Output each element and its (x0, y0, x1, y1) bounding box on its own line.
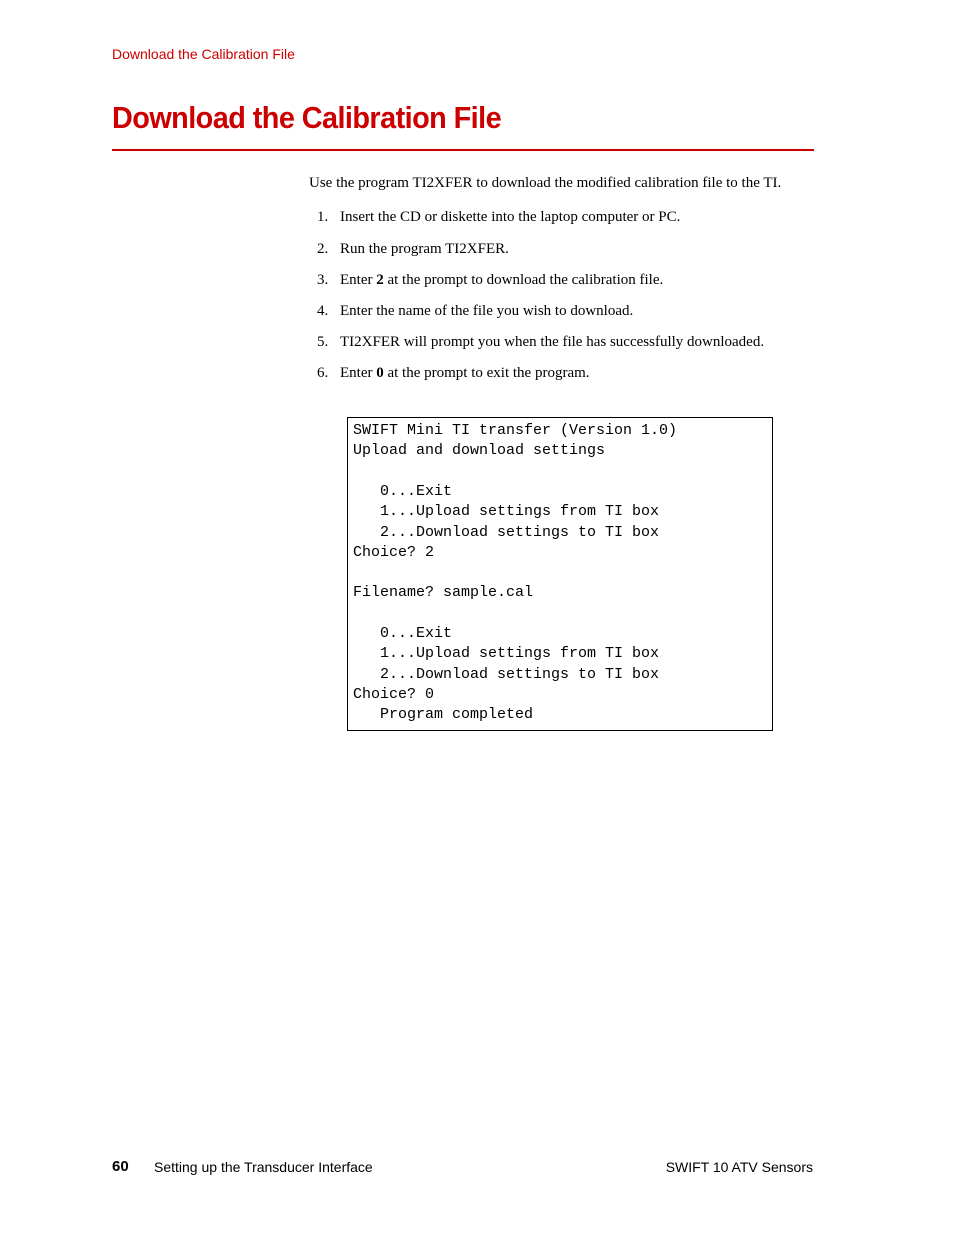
title-rule (112, 149, 814, 151)
terminal-line: 1...Upload settings from TI box (353, 503, 660, 521)
terminal-line: 1...Upload settings from TI box (353, 645, 660, 663)
step-number: 3. (317, 272, 329, 288)
terminal-line: Choice? 0 (353, 685, 435, 703)
running-header: Download the Calibration File (112, 46, 295, 62)
terminal-output-box (347, 417, 773, 731)
step-text (340, 334, 764, 351)
terminal-line: Filename? sample.cal (353, 584, 534, 602)
terminal-line: Program completed (353, 706, 534, 724)
terminal-line: 0...Exit (353, 482, 453, 500)
step-text-pre: Insert the CD or diskette into the laptop computer or PC. (340, 209, 681, 225)
step-number: 6. (317, 365, 329, 381)
intro-paragraph: Use the program TI2XFER to download the modified calibration file to the TI. (309, 175, 782, 191)
step-text-pre: TI2XFER will prompt you when the file has successfully downloaded. (340, 334, 765, 350)
terminal-line: Upload and download settings (353, 442, 606, 460)
step-text-pre: Enter (340, 272, 377, 288)
step-text (340, 272, 663, 289)
terminal-line: 2...Download settings to TI box (353, 665, 660, 683)
step-key: 2 (376, 272, 384, 288)
step-text (340, 365, 590, 382)
page-number: 60 (112, 1158, 129, 1175)
terminal-line: SWIFT Mini TI transfer (Version 1.0) (353, 422, 678, 439)
terminal-line: 2...Download settings to TI box (353, 523, 660, 541)
terminal-line: Choice? 2 (353, 543, 435, 561)
step-text (340, 241, 509, 258)
step-key: 0 (376, 365, 384, 381)
step-text-pre: Enter (340, 365, 377, 381)
step-text-pre: Run the program TI2XFER. (340, 241, 509, 257)
step-text-post: at the prompt to download the calibration file. (383, 272, 664, 288)
step-text (340, 303, 633, 320)
step-number: 2. (317, 241, 329, 257)
page-title: Download the Calibration File (112, 100, 502, 135)
footer-chapter: Setting up the Transducer Interface (154, 1159, 373, 1175)
step-text-post: at the prompt to exit the program. (383, 365, 590, 381)
step-text (340, 209, 680, 226)
step-text-pre: Enter the name of the file you wish to download. (340, 303, 634, 319)
step-number: 4. (317, 303, 329, 319)
step-number: 5. (317, 334, 329, 350)
terminal-line: 0...Exit (353, 625, 453, 642)
footer-product: SWIFT 10 ATV Sensors (665, 1159, 813, 1175)
step-number: 1. (317, 209, 329, 225)
